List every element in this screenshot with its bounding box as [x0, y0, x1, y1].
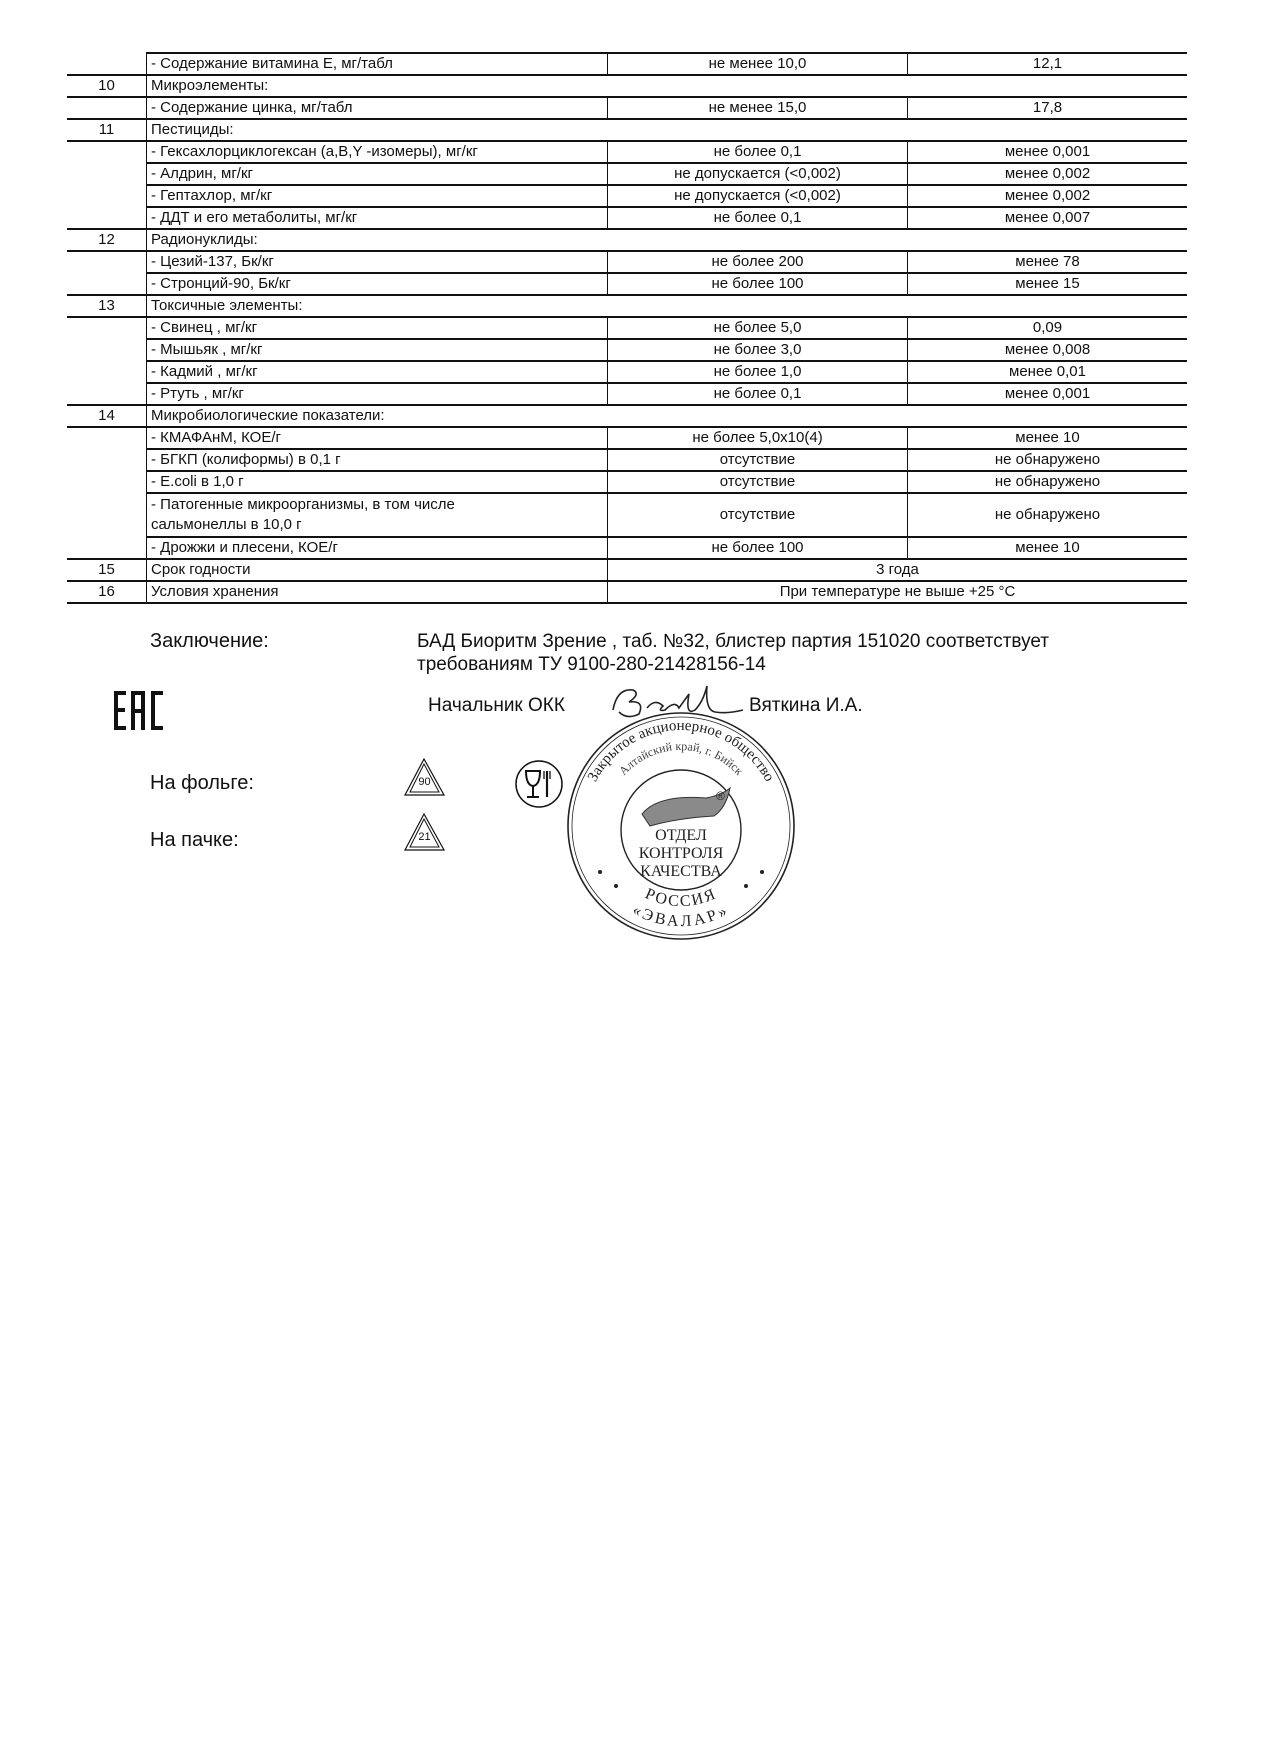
signature [605, 680, 750, 725]
table-section-row [67, 119, 1187, 141]
parameter-cell: Микробиологические показатели: [147, 405, 1188, 427]
result-cell: не обнаружено [908, 493, 1188, 537]
result-cell: 0,09 [908, 317, 1188, 339]
row-number [67, 537, 147, 559]
table-row [67, 449, 1187, 471]
result-cell: менее 0,001 [908, 383, 1188, 405]
norm-cell: не более 1,0 [608, 361, 908, 383]
table-row [67, 537, 1187, 559]
row-number: 10 [67, 75, 147, 97]
table-row [67, 493, 1187, 537]
parameter-cell: - Свинец , мг/кг [147, 317, 608, 339]
table-row [67, 339, 1187, 361]
table-row [67, 251, 1187, 273]
table-row [67, 383, 1187, 405]
norm-cell: не менее 10,0 [608, 53, 908, 75]
row-number [67, 361, 147, 383]
row-number [67, 427, 147, 449]
norm-cell: не более 200 [608, 251, 908, 273]
table-row [67, 207, 1187, 229]
row-number [67, 163, 147, 185]
row-number [67, 207, 147, 229]
result-cell: менее 0,008 [908, 339, 1188, 361]
norm-cell: не более 3,0 [608, 339, 908, 361]
svg-text:РОССИЯ [643, 885, 720, 910]
stamp-bottom-line2: «ЭВАЛАР» [629, 901, 733, 931]
row-number [67, 97, 147, 119]
result-cell: не обнаружено [908, 449, 1188, 471]
fork-glass-icon [514, 759, 564, 809]
parameter-cell: - ДДТ и его метаболиты, мг/кг [147, 207, 608, 229]
table-row [67, 53, 1187, 75]
parameter-cell: - Цезий-137, Бк/кг [147, 251, 608, 273]
row-number: 15 [67, 559, 147, 581]
parameter-cell: Микроэлементы: [147, 75, 1188, 97]
norm-cell: не более 5,0х10(4) [608, 427, 908, 449]
row-number [67, 493, 147, 537]
parameter-cell: Условия хранения [147, 581, 608, 603]
stamp-center-line3: КАЧЕСТВА [640, 863, 722, 880]
parameter-cell: - Гептахлор, мг/кг [147, 185, 608, 207]
stamp-registered-mark: ® [716, 789, 725, 803]
parameter-cell: - Дрожжи и плесени, КОЕ/г [147, 537, 608, 559]
row-number [67, 251, 147, 273]
parameter-cell: - Содержание цинка, мг/табл [147, 97, 608, 119]
norm-cell: не более 0,1 [608, 141, 908, 163]
value-cell: 3 года [608, 559, 1188, 581]
result-cell: менее 10 [908, 537, 1188, 559]
parameter-cell: - Ртуть , мг/кг [147, 383, 608, 405]
parameter-cell: Радионуклиды: [147, 229, 1188, 251]
table-row [67, 97, 1187, 119]
recycle-icon-foil [403, 757, 446, 798]
table-row [67, 559, 1187, 581]
result-cell: менее 0,001 [908, 141, 1188, 163]
row-number [67, 273, 147, 295]
row-number [67, 471, 147, 493]
stamp-center-line1: ОТДЕЛ [655, 827, 707, 844]
table-row [67, 361, 1187, 383]
table-row [67, 185, 1187, 207]
norm-cell: отсутствие [608, 493, 908, 537]
quality-spec-table [67, 52, 1187, 604]
norm-cell: не менее 15,0 [608, 97, 908, 119]
parameter-cell: - Гексахлорциклогексан (a,B,Y -изомеры), мг/кг [147, 141, 608, 163]
row-number [67, 383, 147, 405]
recycle-code-foil: 90 [418, 776, 431, 788]
parameter-cell: Токсичные элементы: [147, 295, 1188, 317]
row-number [67, 185, 147, 207]
parameter-cell: - Стронций-90, Бк/кг [147, 273, 608, 295]
norm-cell: не более 100 [608, 537, 908, 559]
result-cell: менее 0,002 [908, 163, 1188, 185]
row-number: 16 [67, 581, 147, 603]
table-row [67, 163, 1187, 185]
parameter-cell: - Алдрин, мг/кг [147, 163, 608, 185]
pack-label: На пачке: [150, 829, 239, 851]
quality-control-stamp [558, 700, 808, 950]
result-cell: менее 15 [908, 273, 1188, 295]
stamp-outer-text: Закрытое акционерное общество [584, 717, 778, 785]
stamp-center-line2: КОНТРОЛЯ [638, 845, 724, 862]
table-row [67, 273, 1187, 295]
row-number [67, 317, 147, 339]
table-row [67, 581, 1187, 603]
conclusion-text-line1: БАД Биоритм Зрение , таб. №32, блистер партия 151020 соответствует [417, 631, 1050, 652]
parameter-cell: - Мышьяк , мг/кг [147, 339, 608, 361]
recycle-icon-pack [403, 812, 446, 853]
parameter-cell: - Содержание витамина Е, мг/табл [147, 53, 608, 75]
eac-logo-icon [114, 691, 166, 731]
result-cell: 17,8 [908, 97, 1188, 119]
foil-label: На фольге: [150, 772, 254, 794]
position-title: Начальник ОКК [428, 695, 565, 716]
table-row [67, 471, 1187, 493]
row-number [67, 53, 147, 75]
norm-cell: не более 0,1 [608, 383, 908, 405]
row-number: 11 [67, 119, 147, 141]
norm-cell: не более 100 [608, 273, 908, 295]
conclusion-label: Заключение: [150, 630, 269, 652]
norm-cell: не более 5,0 [608, 317, 908, 339]
result-cell: не обнаружено [908, 471, 1188, 493]
row-number [67, 449, 147, 471]
result-cell: менее 78 [908, 251, 1188, 273]
value-cell: При температуре не выше +25 °С [608, 581, 1188, 603]
table-section-row [67, 405, 1187, 427]
table-row [67, 141, 1187, 163]
parameter-cell: Пестициды: [147, 119, 1188, 141]
table-section-row [67, 295, 1187, 317]
row-number: 14 [67, 405, 147, 427]
parameter-cell: - E.coli в 1,0 г [147, 471, 608, 493]
stamp-bottom-line1: РОССИЯ [642, 885, 720, 911]
stamp-region-text: Алтайский край, г. Бийск [616, 738, 747, 778]
result-cell: менее 0,01 [908, 361, 1188, 383]
row-number: 13 [67, 295, 147, 317]
table-row [67, 427, 1187, 449]
parameter-cell: - БГКП (колиформы) в 0,1 г [147, 449, 608, 471]
conclusion-text-line2: требованиям ТУ 9100-280-21428156-14 [417, 654, 766, 675]
parameter-cell: - Патогенные микроорганизмы, в том числе сальмонеллы в 10,0 г [147, 493, 608, 537]
result-cell: менее 0,002 [908, 185, 1188, 207]
row-number [67, 141, 147, 163]
norm-cell: отсутствие [608, 471, 908, 493]
table-section-row [67, 229, 1187, 251]
norm-cell: не более 0,1 [608, 207, 908, 229]
result-cell: менее 0,007 [908, 207, 1188, 229]
table-row [67, 317, 1187, 339]
recycle-code-pack: 21 [418, 831, 431, 843]
parameter-cell: Срок годности [147, 559, 608, 581]
parameter-cell: - Кадмий , мг/кг [147, 361, 608, 383]
table-section-row [67, 75, 1187, 97]
result-cell: менее 10 [908, 427, 1188, 449]
norm-cell: не допускается (<0,002) [608, 163, 908, 185]
signatory-name: Вяткина И.А. [749, 695, 863, 716]
result-cell: 12,1 [908, 53, 1188, 75]
parameter-cell: - КМАФАнМ, КОЕ/г [147, 427, 608, 449]
norm-cell: отсутствие [608, 449, 908, 471]
row-number [67, 339, 147, 361]
row-number: 12 [67, 229, 147, 251]
norm-cell: не допускается (<0,002) [608, 185, 908, 207]
